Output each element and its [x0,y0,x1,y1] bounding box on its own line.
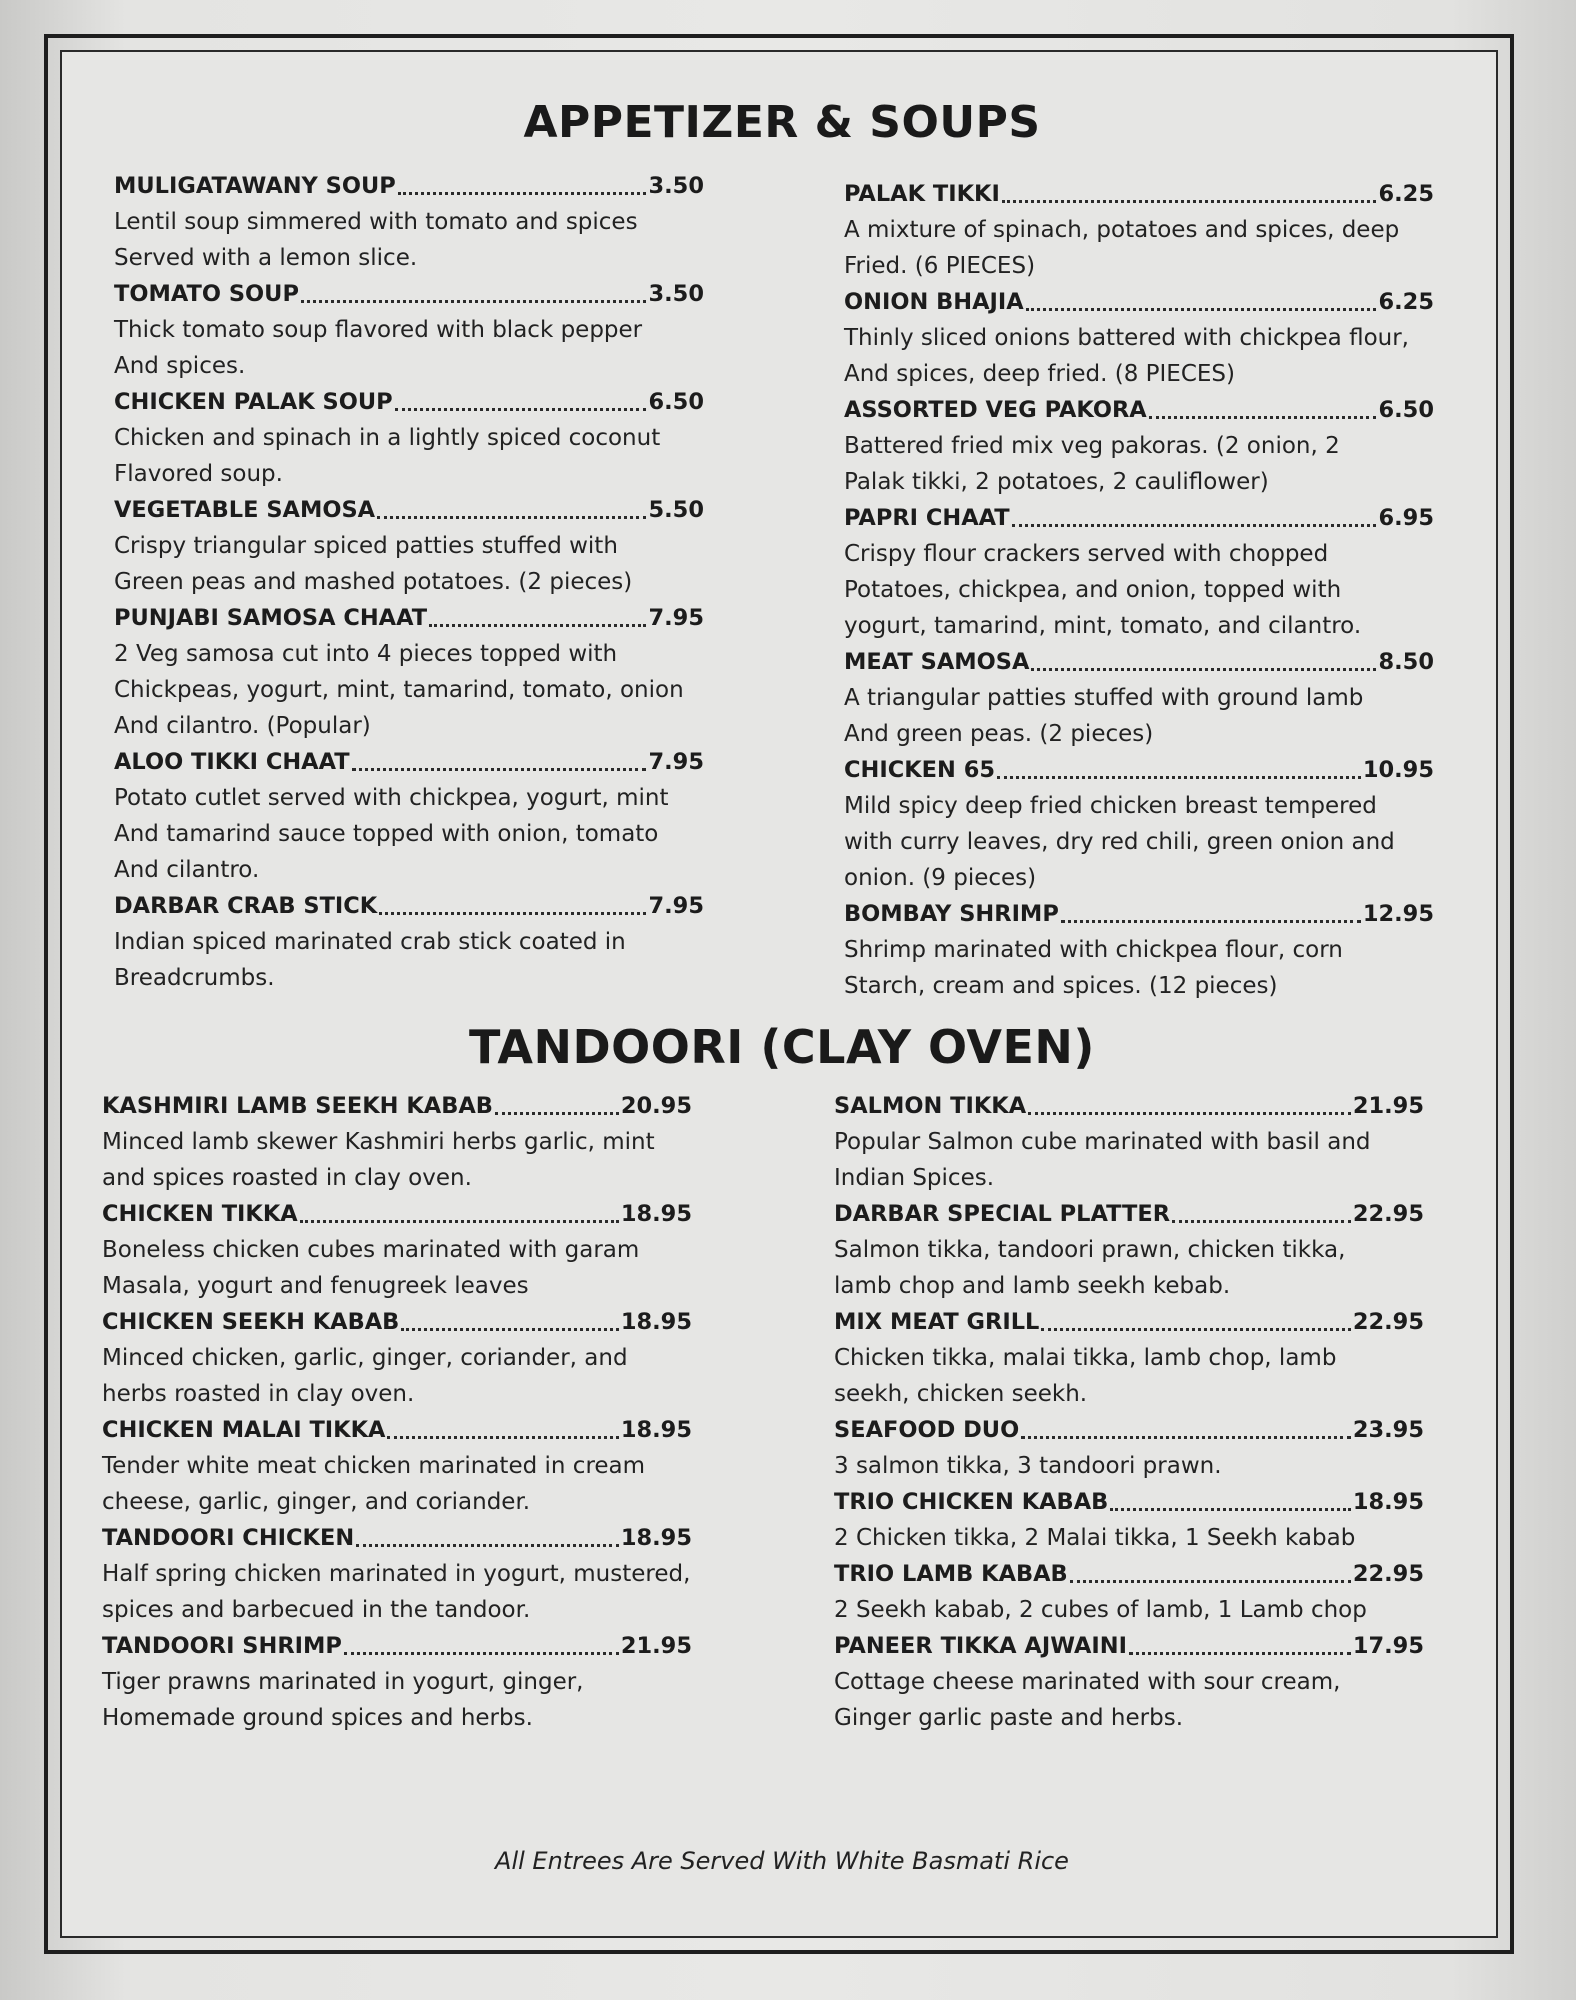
footer-note: All Entrees Are Served With White Basmati Rice [495,1847,1069,1875]
menu-item-description: 3 salmon tikka, 3 tandoori prawn. [834,1453,1222,1479]
menu-item-header [114,492,704,528]
dot-leader [1070,1580,1351,1583]
menu-item-price: 6.95 [1378,505,1434,531]
dot-leader [1028,1112,1351,1115]
menu-item-description: A triangular patties stuffed with ground lamb And green peas. (2 pieces) [844,685,1364,747]
menu-item-header [102,1304,692,1340]
dot-leader [356,1544,619,1547]
menu-item-header [102,1520,692,1556]
menu-item-name: PAPRI CHAAT [844,505,1010,531]
menu-item [834,1088,1424,1196]
menu-item-description: Thick tomato soup flavored with black pepper And spices. [114,317,643,379]
menu-item [844,752,1434,896]
menu-item-name: BOMBAY SHRIMP [844,901,1059,927]
menu-item-header [102,1628,692,1664]
menu-item [834,1412,1424,1484]
dot-leader [1041,1328,1350,1331]
menu-item-description: Potato cutlet served with chickpea, yogurt, mint And tamarind sauce topped with onion, tomato And cilantro. [114,785,669,883]
appetizers-title: APPETIZER & SOUPS [523,97,1041,148]
menu-item [102,1196,692,1304]
menu-item [114,492,704,600]
menu-item-price: 5.50 [648,497,704,523]
menu-item-name: TRIO CHICKEN KABAB [834,1489,1109,1515]
menu-item-header [844,896,1434,932]
menu-item [102,1088,692,1196]
menu-item-name: CHICKEN PALAK SOUP [114,389,393,415]
menu-item [844,500,1434,644]
appetizers-right-column [844,176,1434,1004]
menu-item-description: Mild spicy deep fried chicken breast tempered with curry leaves, dry red chili, green onion and onion. (9 pieces) [844,793,1395,891]
menu-item-price: 3.50 [648,281,704,307]
menu-item-name: CHICKEN MALAI TIKKA [102,1417,386,1443]
menu-item-price: 21.95 [1352,1093,1424,1119]
menu-item-description: Chicken and spinach in a lightly spiced coconut Flavored soup. [114,425,661,487]
dot-leader [495,1112,619,1115]
menu-item-price: 6.50 [1378,397,1434,423]
menu-item-name: MULIGATAWANY SOUP [114,173,396,199]
menu-item-price: 22.95 [1352,1201,1424,1227]
menu-item-description: 2 Seekh kabab, 2 cubes of lamb, 1 Lamb chop [834,1597,1367,1623]
menu-item-name: KASHMIRI LAMB SEEKH KABAB [102,1093,493,1119]
dot-leader [395,408,647,411]
menu-item-header [834,1412,1424,1448]
menu-item-price: 7.95 [648,605,704,631]
dot-leader [387,1436,618,1439]
menu-item-price: 18.95 [620,1525,692,1551]
menu-item-header [114,600,704,636]
menu-item [834,1628,1424,1736]
dot-leader [429,624,646,627]
menu-item-description: Crispy flour crackers served with chopped Potatoes, chickpea, and onion, topped with yogurt, tamarind, mint, tomato, and cilantro. [844,541,1362,639]
menu-item-price: 7.95 [648,893,704,919]
menu-item-name: CHICKEN TIKKA [102,1201,298,1227]
menu-item-price: 10.95 [1362,757,1434,783]
menu-item [834,1484,1424,1556]
menu-item-description: Half spring chicken marinated in yogurt, mustered, spices and barbecued in the tandoor. [102,1561,691,1623]
dot-leader [1149,416,1377,419]
menu-item-name: TANDOORI SHRIMP [102,1633,342,1659]
menu-item-description: Chicken tikka, malai tikka, lamb chop, lamb seekh, chicken seekh. [834,1345,1337,1407]
menu-item [114,744,704,888]
menu-item-description: Salmon tikka, tandoori prawn, chicken tikka, lamb chop and lamb seekh kebab. [834,1237,1346,1299]
menu-item-header [834,1304,1424,1340]
dot-leader [1002,200,1377,203]
menu-item-name: MEAT SAMOSA [844,649,1030,675]
menu-item-name: VEGETABLE SAMOSA [114,497,376,523]
menu-item-header [114,168,704,204]
menu-item-header [844,752,1434,788]
menu-item [834,1196,1424,1304]
menu-item [114,384,704,492]
menu-item-price: 22.95 [1352,1309,1424,1335]
menu-item-description: Minced chicken, garlic, ginger, coriander, and herbs roasted in clay oven. [102,1345,628,1407]
appetizers-left-column [114,168,704,996]
menu-item-name: TRIO LAMB KABAB [834,1561,1068,1587]
menu-item-name: ALOO TIKKI CHAAT [114,749,350,775]
menu-item-price: 22.95 [1352,1561,1424,1587]
menu-item-description: Tender white meat chicken marinated in cream cheese, garlic, ginger, and coriander. [102,1453,646,1515]
menu-item-price: 8.50 [1378,649,1434,675]
menu-page [60,50,1498,1938]
menu-item [102,1628,692,1736]
menu-item [844,392,1434,500]
menu-item-description: Popular Salmon cube marinated with basil and Indian Spices. [834,1129,1371,1191]
menu-item-header [834,1088,1424,1124]
menu-item-price: 20.95 [620,1093,692,1119]
dot-leader [398,192,647,195]
menu-item-header [844,500,1434,536]
menu-item-name: CHICKEN SEEKH KABAB [102,1309,400,1335]
dot-leader [301,300,647,303]
menu-item-description: Indian spiced marinated crab stick coated in Breadcrumbs. [114,929,626,991]
menu-item-description: Thinly sliced onions battered with chickpea flour, And spices, deep fried. (8 PIECES) [844,325,1409,387]
menu-item-name: ONION BHAJIA [844,289,1024,315]
dot-leader [1172,1220,1351,1223]
menu-item-header [834,1556,1424,1592]
menu-item-price: 6.25 [1378,289,1434,315]
dot-leader [1110,1508,1351,1511]
menu-item-header [834,1628,1424,1664]
menu-item-name: TOMATO SOUP [114,281,299,307]
menu-item [114,276,704,384]
dot-leader [401,1328,619,1331]
menu-item-name: DARBAR CRAB STICK [114,893,378,919]
menu-item-header [114,276,704,312]
tandoori-right-column [834,1088,1424,1736]
menu-item-description: Tiger prawns marinated in yogurt, ginger, Homemade ground spices and herbs. [102,1669,584,1731]
menu-item-name: PANEER TIKKA AJWAINI [834,1633,1127,1659]
menu-item-description: Battered fried mix veg pakoras. (2 onion, 2 Palak tikki, 2 potatoes, 2 cauliflower) [844,433,1340,495]
menu-item-price: 18.95 [1352,1489,1424,1515]
dot-leader [352,768,647,771]
menu-item-description: Shrimp marinated with chickpea flour, corn Starch, cream and spices. (12 pieces) [844,937,1343,999]
menu-item [844,896,1434,1004]
menu-item-header [114,384,704,420]
dot-leader [379,912,646,915]
menu-item-description: Lentil soup simmered with tomato and spices Served with a lemon slice. [114,209,638,271]
tandoori-title: TANDOORI (CLAY OVEN) [469,1020,1095,1074]
menu-item-price: 7.95 [648,749,704,775]
dot-leader [344,1652,619,1655]
menu-item [102,1412,692,1520]
menu-item-description: Cottage cheese marinated with sour cream, Ginger garlic paste and herbs. [834,1669,1341,1731]
menu-item-name: SEAFOOD DUO [834,1417,1020,1443]
menu-item [114,600,704,744]
menu-item-name: PUNJABI SAMOSA CHAAT [114,605,428,631]
menu-item-name: DARBAR SPECIAL PLATTER [834,1201,1171,1227]
dot-leader [1061,920,1361,923]
menu-item-price: 18.95 [620,1417,692,1443]
tandoori-left-column [102,1088,692,1736]
menu-item-price: 21.95 [620,1633,692,1659]
menu-item-description: Crispy triangular spiced patties stuffed with Green peas and mashed potatoes. (2 pieces) [114,533,633,595]
menu-item-header [114,744,704,780]
dot-leader [1129,1652,1351,1655]
menu-item-name: ASSORTED VEG PAKORA [844,397,1147,423]
menu-item-name: PALAK TIKKI [844,181,1000,207]
dot-leader [997,776,1361,779]
menu-item-name: SALMON TIKKA [834,1093,1027,1119]
menu-item [844,284,1434,392]
dot-leader [1031,668,1376,671]
menu-item-header [844,644,1434,680]
menu-item-price: 17.95 [1352,1633,1424,1659]
menu-item [114,168,704,276]
menu-item-description: Minced lamb skewer Kashmiri herbs garlic, mint and spices roasted in clay oven. [102,1129,655,1191]
menu-item [102,1520,692,1628]
menu-item-price: 18.95 [620,1309,692,1335]
menu-item-description: Boneless chicken cubes marinated with garam Masala, yogurt and fenugreek leaves [102,1237,640,1299]
menu-item [844,176,1434,284]
dot-leader [1026,308,1377,311]
menu-item [114,888,704,996]
menu-item-name: TANDOORI CHICKEN [102,1525,355,1551]
menu-item-price: 12.95 [1362,901,1434,927]
menu-item-header [844,176,1434,212]
menu-item-header [834,1196,1424,1232]
menu-item-header [102,1088,692,1124]
menu-item [844,644,1434,752]
menu-item [102,1304,692,1412]
menu-item-header [834,1484,1424,1520]
menu-item-price: 6.25 [1378,181,1434,207]
menu-item [834,1556,1424,1628]
dot-leader [1012,524,1377,527]
menu-item-header [102,1412,692,1448]
menu-item-price: 6.50 [648,389,704,415]
menu-item-header [102,1196,692,1232]
menu-item-price: 23.95 [1352,1417,1424,1443]
menu-item-name: MIX MEAT GRILL [834,1309,1040,1335]
menu-item-name: CHICKEN 65 [844,757,996,783]
menu-item [834,1304,1424,1412]
menu-item-header [844,392,1434,428]
menu-item-price: 18.95 [620,1201,692,1227]
menu-item-description: 2 Chicken tikka, 2 Malai tikka, 1 Seekh kabab [834,1525,1356,1551]
menu-item-header [114,888,704,924]
dot-leader [377,516,646,519]
dot-leader [1021,1436,1351,1439]
menu-item-header [844,284,1434,320]
menu-item-price: 3.50 [648,173,704,199]
menu-item-description: A mixture of spinach, potatoes and spices, deep Fried. (6 PIECES) [844,217,1400,279]
dot-leader [300,1220,619,1223]
menu-item-description: 2 Veg samosa cut into 4 pieces topped with Chickpeas, yogurt, mint, tamarind, tomato, onion And cilantro. (Popular) [114,641,684,739]
